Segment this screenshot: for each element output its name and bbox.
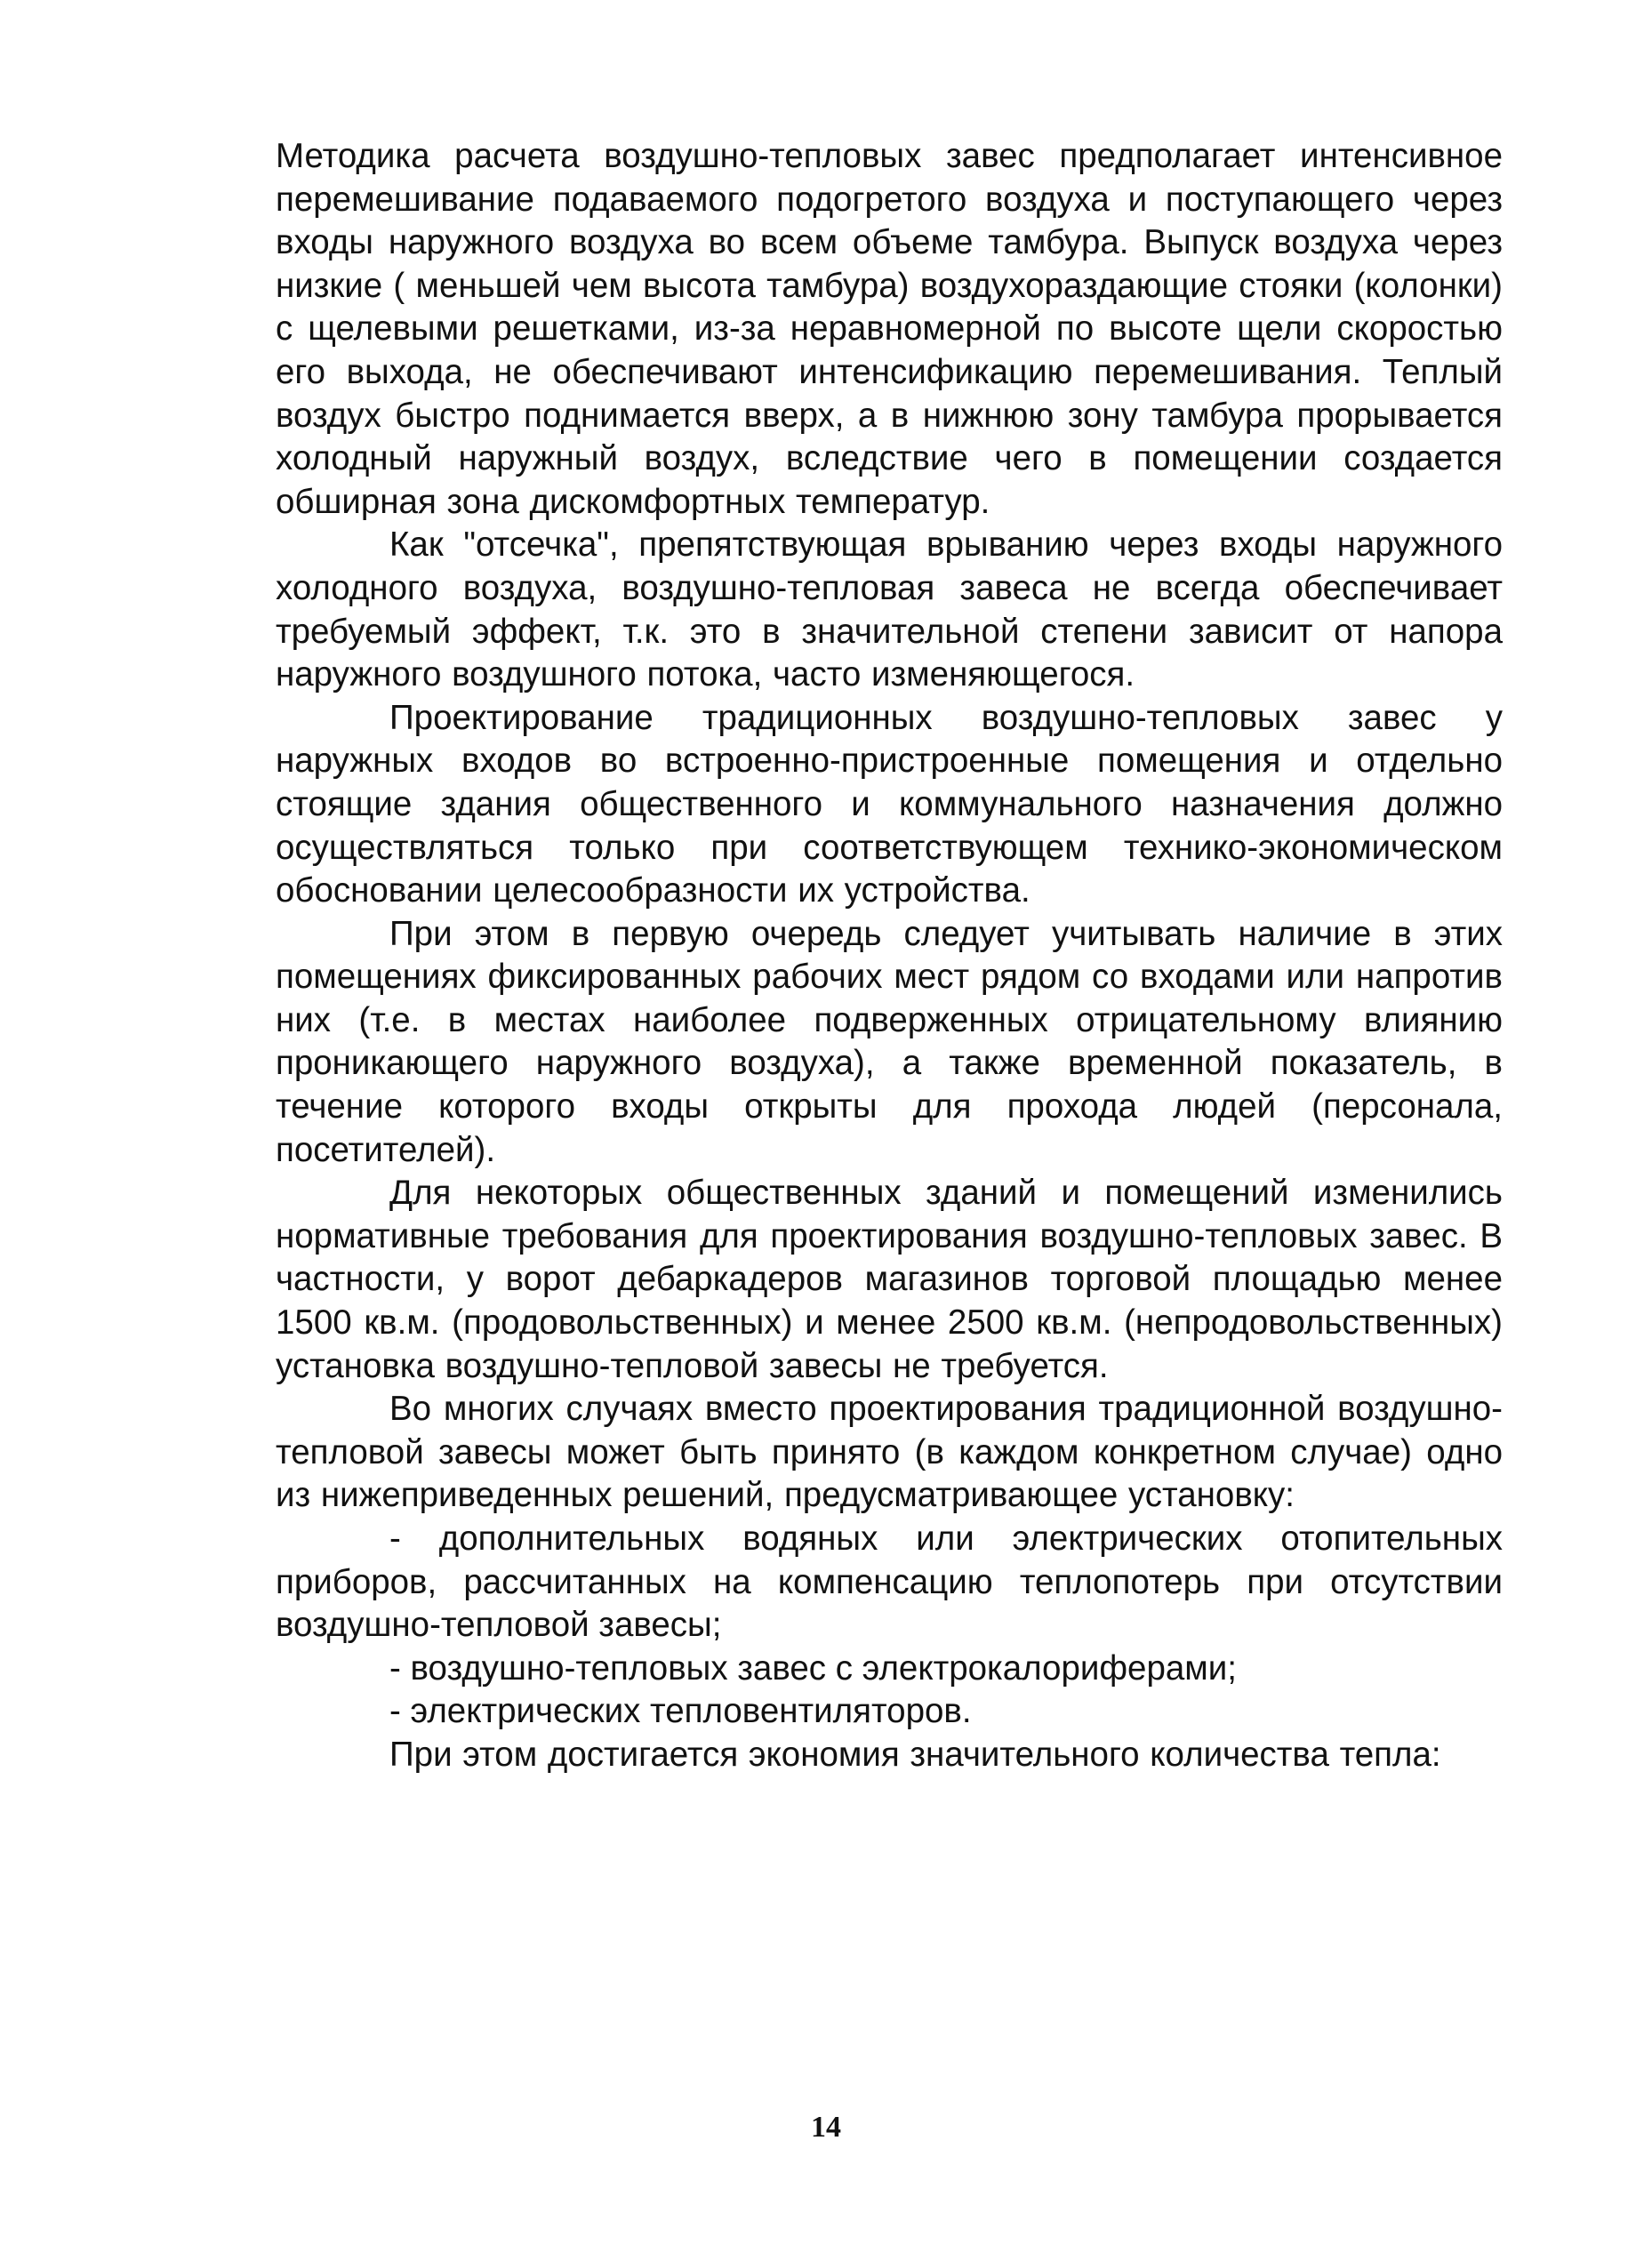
document-body bbox=[276, 135, 1503, 1777]
list-item-heating-devices: - дополнительных водяных или электрических отопительных приборов, рассчитанных на компенсацию теплопотерь при отсутствии воздушно-тепловой завесы; bbox=[276, 1519, 1503, 1645]
paragraph-heat-savings: При этом достигается экономия значительного количества тепла: bbox=[389, 1735, 1441, 1774]
list-item-electric-curtains: - воздушно-тепловых завес с электрокалориферами; bbox=[389, 1648, 1237, 1688]
paragraph-calculation-method: Методика расчета воздушно-тепловых завес предполагает интенсивное перемешивание подаваемого подогретого воздуха и поступающего через входы наружного воздуха во всем объеме тамбура. Выпуск воздуха через низкие ( меньшей чем высота тамбура) воздухораздающие стояки (колонки) с щелевыми решетками, из-за неравномерной по высоте щели скоростью его выхода, не обеспечивают интенсификацию перемешивания. Теплый воздух быстро поднимается вверх, а в нижнюю зону тамбура прорывается холодный наружный воздух, вследствие чего в помещении создается обширная зона дискомфортных температур. bbox=[276, 137, 1503, 521]
paragraph-design-justification: Проектирование традиционных воздушно-тепловых завес у наружных входов во встроенно-пристроенные помещения и отдельно стоящие здания общественного и коммунального назначения должно осуществляться только при соответствующем технико-экономическом обосновании целесообразности их устройства. bbox=[276, 698, 1503, 910]
page-number: 14 bbox=[811, 2111, 841, 2144]
list-item-fan-heaters: - электрических тепловентиляторов. bbox=[389, 1692, 972, 1731]
paragraph-workplaces: При этом в первую очередь следует учитывать наличие в этих помещениях фиксированных рабочих мест рядом со входами или напротив них (т.е. в местах наиболее подверженных отрицательному влиянию проникающего наружного воздуха), а также временной показатель, в течение которого входы открыты для прохода людей (персонала, посетителей). bbox=[276, 914, 1503, 1169]
paragraph-cutoff-effect: Как "отсечка", препятствующая врыванию через входы наружного холодного воздуха, воздушно-тепловая завеса не всегда обеспечивает требуемый эффект, т.к. это в значительной степени зависит от напора наружного воздушного потока, часто изменяющегося. bbox=[276, 525, 1503, 694]
paragraph-alternative-solutions: Во многих случаях вместо проектирования традиционной воздушно-тепловой завесы может быть принято (в каждом конкретном случае) одно из нижеприведенных решений, предусматривающее установку: bbox=[276, 1390, 1503, 1515]
paragraph-normative-requirements: Для некоторых общественных зданий и помещений изменились нормативные требования для проектирования воздушно-тепловых завес. В частности, у ворот дебаркадеров магазинов торговой площадью менее 1500 кв.м. (продовольственных) и менее 2500 кв.м. (непродовольственных) установка воздушно-тепловой завесы не требуется. bbox=[276, 1174, 1503, 1385]
